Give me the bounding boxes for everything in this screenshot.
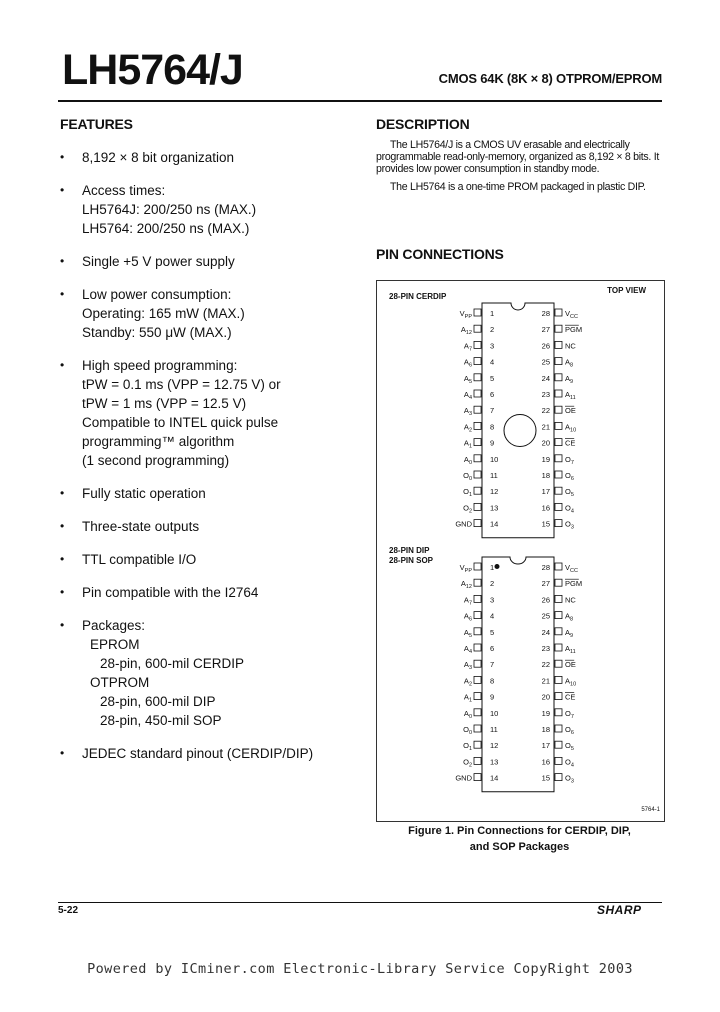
pin-number: 16 <box>541 503 550 513</box>
feature-subline: 28-pin, 600-mil DIP <box>100 694 216 709</box>
pin-name: $O_6$ <box>565 725 574 736</box>
pin-square <box>474 660 481 667</box>
pin-name: $O_2$ <box>463 757 472 769</box>
pin-name: $O_5$ <box>565 487 574 499</box>
pin-square <box>555 676 562 683</box>
pin-square <box>555 757 562 764</box>
pin-square <box>555 520 562 527</box>
pin-number: 9 <box>490 438 495 448</box>
feature-text: • Fully static operation <box>82 486 206 501</box>
pin-number: 9 <box>490 692 495 702</box>
pin-square <box>474 325 481 332</box>
pin-number: 10 <box>490 708 499 718</box>
pin-number: 1 <box>490 563 495 572</box>
figure-ref: 5764-1 <box>641 807 660 813</box>
pin1-dot <box>495 564 500 569</box>
feature-item <box>60 285 360 342</box>
feature-text: • Access times: <box>82 183 166 198</box>
pin-name: $A_2$ <box>463 422 472 434</box>
feature-subline: Compatible to INTEL quick pulse <box>82 415 279 430</box>
pin-number: 28 <box>541 563 550 572</box>
pin-number: 8 <box>490 676 495 686</box>
feature-item <box>60 744 360 763</box>
pin-square <box>474 471 481 478</box>
pin-number: 17 <box>541 741 550 751</box>
pin-name: CE <box>565 438 576 448</box>
pin-square <box>474 309 481 316</box>
pin-name: GND <box>455 519 472 529</box>
pin-number: 22 <box>541 660 550 670</box>
pin-square <box>474 341 481 348</box>
pin-name: $A_{11}$ <box>565 644 576 655</box>
feature-subline: LH5764J: 200/250 ns (MAX.) <box>82 202 257 217</box>
pin-number: 20 <box>541 438 550 448</box>
pin-square <box>474 390 481 397</box>
pin-name: $O_1$ <box>463 741 472 753</box>
description-paragraph: The LH5764 is a one-time PROM packaged in plastic DIP. <box>390 181 646 193</box>
footer-rule <box>58 902 662 903</box>
cerdip-package-label: 28-PIN CERDIP <box>389 292 447 301</box>
feature-text: • TTL compatible I/O <box>82 552 197 567</box>
pin-number: 27 <box>541 325 550 335</box>
pin-name: $A_5$ <box>463 373 472 385</box>
pin-name: $A_8$ <box>565 611 574 623</box>
feature-text: • JEDEC standard pinout (CERDIP/DIP) <box>82 746 314 761</box>
pin-name: $O_6$ <box>565 471 574 482</box>
pin-name: $O_4$ <box>565 757 574 769</box>
pin-square <box>474 487 481 494</box>
feature-text: • Three-state outputs <box>82 519 200 534</box>
feature-item <box>60 517 360 536</box>
description-heading: DESCRIPTION <box>376 116 470 132</box>
pin-name: $O_1$ <box>463 487 472 499</box>
feature-item <box>60 583 360 602</box>
pin-name: $A_{11}$ <box>565 390 576 401</box>
feature-text: • Single +5 V power supply <box>82 254 235 269</box>
pin-name: $A_9$ <box>565 373 574 385</box>
pin-name: PGM <box>565 579 583 589</box>
feature-subline: EPROM <box>90 637 140 652</box>
features-list <box>60 148 360 777</box>
pin-number: 11 <box>490 471 498 480</box>
pin-square <box>474 520 481 527</box>
top-view-label: TOP VIEW <box>607 286 646 295</box>
pin-number: 7 <box>490 660 495 670</box>
pin-name: $A_{12}$ <box>460 325 472 337</box>
pin-name: $A_2$ <box>463 676 472 688</box>
pin-name: GND <box>455 773 472 783</box>
pin-number: 28 <box>541 309 550 318</box>
pin-name: PGM <box>565 325 583 335</box>
feature-item <box>60 148 360 167</box>
pin-square <box>555 725 562 732</box>
pin-number: 20 <box>541 692 550 702</box>
feature-text: • Pin compatible with the I2764 <box>82 585 259 600</box>
pin-name: $V_{CC}$ <box>565 563 578 574</box>
pin-square <box>555 503 562 510</box>
pin-number: 12 <box>490 741 499 751</box>
pin-number: 14 <box>490 519 499 529</box>
pin-number: 3 <box>490 595 495 605</box>
pin-number: 18 <box>541 471 550 480</box>
pin-square <box>474 774 481 781</box>
pin-name: $A_3$ <box>463 660 472 672</box>
pin-connections-heading: PIN CONNECTIONS <box>376 246 504 262</box>
pin-number: 26 <box>541 595 550 605</box>
pin-square <box>555 422 562 429</box>
pin-number: 27 <box>541 579 550 589</box>
pin-square <box>555 612 562 619</box>
pin-name: $A_6$ <box>463 611 472 623</box>
pin-square <box>555 455 562 462</box>
feature-subline: tPW = 1 ms (VPP = 12.5 V) <box>82 396 247 411</box>
pin-number: 7 <box>490 406 495 416</box>
pin-square <box>474 358 481 365</box>
pin-name: $A_0$ <box>463 708 472 720</box>
pin-square <box>474 612 481 619</box>
feature-subline: 28-pin, 600-mil CERDIP <box>100 656 245 671</box>
figure-caption <box>376 823 663 855</box>
pin-number: 19 <box>541 454 550 464</box>
feature-text: • Packages: <box>82 618 146 633</box>
pin-square <box>474 693 481 700</box>
pin-square <box>474 757 481 764</box>
pin-number: 10 <box>490 454 499 464</box>
pin-number: 15 <box>541 773 550 783</box>
pin-name: OE <box>565 660 576 670</box>
pin-square <box>555 693 562 700</box>
pin-square <box>474 374 481 381</box>
pin-number: 15 <box>541 519 550 529</box>
pin-square <box>474 439 481 446</box>
pin-number: 14 <box>490 773 499 783</box>
description-body <box>376 139 663 199</box>
feature-item <box>60 252 360 271</box>
pin-square <box>555 579 562 586</box>
pin-name: NC <box>565 341 576 351</box>
pin-number: 4 <box>490 611 495 621</box>
pin-number: 13 <box>490 503 499 513</box>
pin-square <box>555 390 562 397</box>
pin-number: 24 <box>541 373 550 383</box>
pin-square <box>474 579 481 586</box>
pin-name: $O_7$ <box>565 454 574 466</box>
pin-number: 24 <box>541 627 550 637</box>
feature-subline: tPW = 0.1 ms (VPP = 12.75 V) or <box>82 377 281 392</box>
feature-item <box>60 484 360 503</box>
pin-name: $O_0$ <box>463 471 472 482</box>
pin-square <box>555 487 562 494</box>
pin-name: $O_0$ <box>463 725 472 736</box>
pin-name: $O_7$ <box>565 708 574 720</box>
features-heading: FEATURES <box>60 116 133 132</box>
feature-subline: (1 second programming) <box>82 453 230 468</box>
pin-name: NC <box>565 595 576 605</box>
pin-name: $A_{10}$ <box>565 422 577 434</box>
pin-square <box>474 422 481 429</box>
pin-number: 19 <box>541 708 550 718</box>
feature-subline: programming™ algorithm <box>82 434 235 449</box>
pin-number: 16 <box>541 757 550 767</box>
pin-number: 26 <box>541 341 550 351</box>
feature-subline: LH5764: 200/250 ns (MAX.) <box>82 221 250 236</box>
pin-number: 11 <box>490 725 498 734</box>
pin-square <box>555 325 562 332</box>
pin-number: 5 <box>490 373 495 383</box>
pin-name: $O_3$ <box>565 773 574 785</box>
pin-name: $O_5$ <box>565 741 574 753</box>
pin-square <box>555 628 562 635</box>
pin-number: 3 <box>490 341 495 351</box>
pin-square <box>474 406 481 413</box>
pin-number: 2 <box>490 325 495 335</box>
device-subtitle: CMOS 64K (8K × 8) OTPROM/EPROM <box>438 71 662 86</box>
pin-name: $O_2$ <box>463 503 472 515</box>
pin-number: 18 <box>541 725 550 734</box>
pin-number: 17 <box>541 487 550 497</box>
pin-number: 8 <box>490 422 495 432</box>
header-rule <box>58 100 662 102</box>
pin-name: $O_3$ <box>565 519 574 531</box>
pin-name: $A_4$ <box>463 390 472 401</box>
pin-number: 6 <box>490 644 495 653</box>
feature-subline: 28-pin, 450-mil SOP <box>100 713 222 728</box>
feature-item <box>60 616 360 730</box>
pin-name: $A_4$ <box>463 644 472 655</box>
pin-diagram-box <box>376 280 665 822</box>
pin-name: $A_1$ <box>463 438 472 450</box>
pin-square <box>555 774 562 781</box>
pin-name: $V_{PP}$ <box>459 563 472 574</box>
pin-name: $O_4$ <box>565 503 574 515</box>
pin-square <box>555 358 562 365</box>
pin-square <box>474 563 481 570</box>
sop-package-label: 28-PIN SOP <box>389 556 434 565</box>
pin-name: OE <box>565 406 576 416</box>
pin-square <box>555 563 562 570</box>
pin-square <box>474 628 481 635</box>
pin-square <box>474 709 481 716</box>
pin-number: 1 <box>490 309 495 318</box>
pin-number: 13 <box>490 757 499 767</box>
pin-name: $A_0$ <box>463 454 472 466</box>
pin-square <box>555 471 562 478</box>
pin-number: 21 <box>541 676 550 686</box>
pin-name: $A_{10}$ <box>565 676 577 688</box>
pin-number: 22 <box>541 406 550 416</box>
dip-package-label: 28-PIN DIP <box>389 546 430 555</box>
pin-number: 23 <box>541 644 550 653</box>
pin-name: $A_5$ <box>463 627 472 639</box>
feature-text: • 8,192 × 8 bit organization <box>82 150 234 165</box>
pin-square <box>555 439 562 446</box>
feature-text: • Low power consumption: <box>82 287 232 302</box>
pin-name: $A_6$ <box>463 357 472 369</box>
pin-number: 5 <box>490 627 495 637</box>
description-paragraph: The LH5764/J is a CMOS UV erasable and electrically programmable read-only-memory, organized as 8,192 × 8 bits. It provides low power consumption in standby mode. <box>376 139 659 175</box>
pin-number: 25 <box>541 357 550 367</box>
feature-subline: OTPROM <box>90 675 150 690</box>
pin-name: $V_{CC}$ <box>565 309 578 320</box>
feature-item <box>60 181 360 238</box>
pin-square <box>555 644 562 651</box>
feature-subline: Standby: 550 μW (MAX.) <box>82 325 232 340</box>
pin-name: $V_{PP}$ <box>459 309 472 320</box>
page-number: 5-22 <box>58 905 79 916</box>
pin-square <box>474 741 481 748</box>
pin-name: $A_{12}$ <box>460 579 472 591</box>
part-number-title: LH5764/J <box>62 46 243 94</box>
pin-square <box>474 503 481 510</box>
pin-square <box>555 660 562 667</box>
pin-number: 25 <box>541 611 550 621</box>
pin-number: 6 <box>490 390 495 399</box>
feature-text: • High speed programming: <box>82 358 238 373</box>
pin-square <box>474 676 481 683</box>
pin-name: $A_3$ <box>463 406 472 418</box>
pin-square <box>474 595 481 602</box>
pin-name: $A_7$ <box>463 595 472 607</box>
pin-name: CE <box>565 692 576 702</box>
pin-square <box>474 644 481 651</box>
feature-subline: Operating: 165 mW (MAX.) <box>82 306 245 321</box>
pin-square <box>555 309 562 316</box>
pin-square <box>555 341 562 348</box>
pin-square <box>555 709 562 716</box>
pin-number: 21 <box>541 422 550 432</box>
pin-square <box>474 725 481 732</box>
feature-item <box>60 550 360 569</box>
caption-line-1: Figure 1. Pin Connections for CERDIP, DIP, <box>408 825 631 837</box>
pin-number: 23 <box>541 390 550 399</box>
pin-number: 2 <box>490 579 495 589</box>
pin-square <box>555 595 562 602</box>
pin-name: $A_9$ <box>565 627 574 639</box>
pin-square <box>474 455 481 462</box>
pin-number: 12 <box>490 487 499 497</box>
brand-logo: SHARP <box>597 903 642 917</box>
pin-name: $A_1$ <box>463 692 472 704</box>
pin-name: $A_8$ <box>565 357 574 369</box>
pin-number: 4 <box>490 357 495 367</box>
credit-line: Powered by ICminer.com Electronic-Library Service CopyRight 2003 <box>87 961 633 977</box>
caption-line-2: and SOP Packages <box>469 841 570 853</box>
pin-diagrams <box>377 281 664 821</box>
pin-name: $A_7$ <box>463 341 472 353</box>
pin-square <box>555 374 562 381</box>
pin-square <box>555 406 562 413</box>
pin-square <box>555 741 562 748</box>
feature-item <box>60 356 360 470</box>
